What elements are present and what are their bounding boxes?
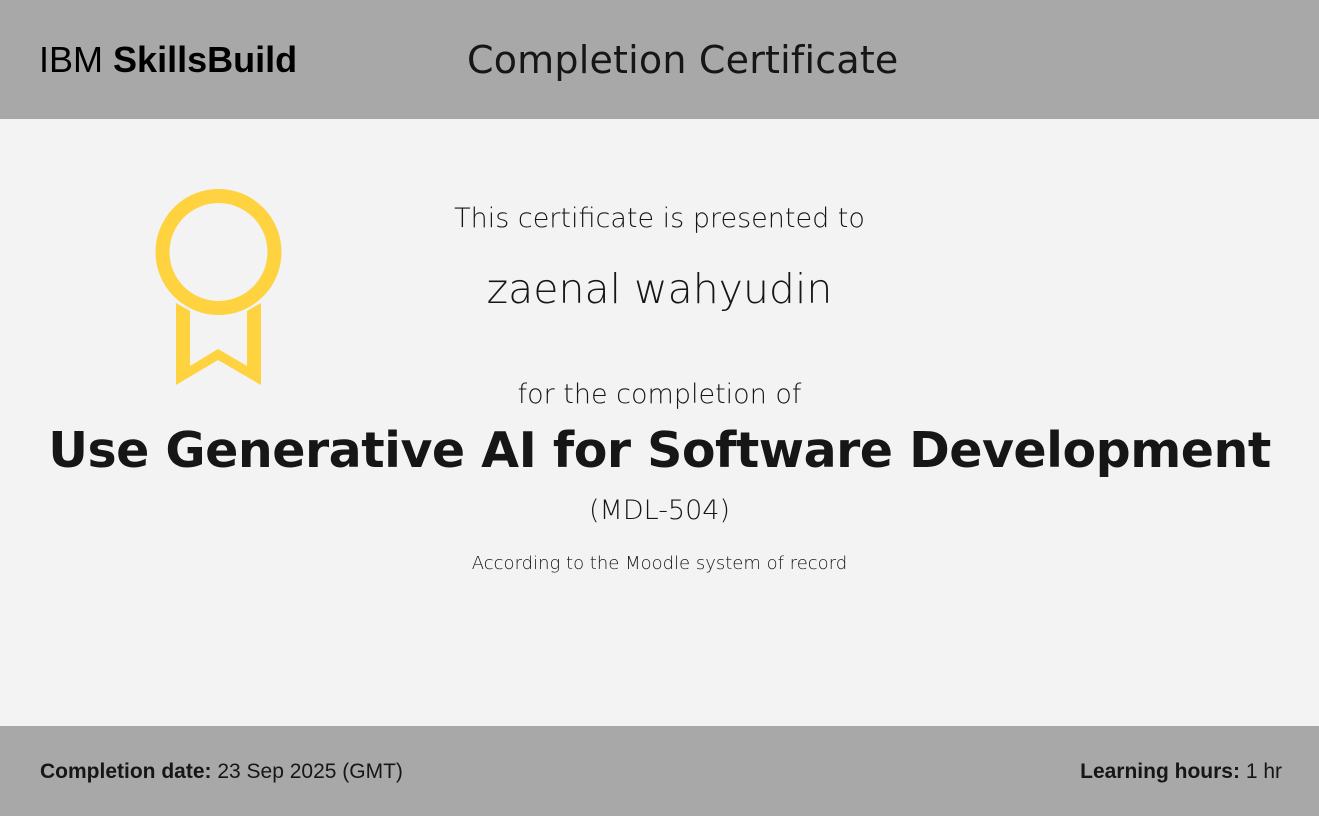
record-note: According to the Moodle system of record xyxy=(471,553,848,574)
certificate-footer xyxy=(0,726,1319,816)
completion-date-value: 23 Sep 2025 (GMT) xyxy=(217,760,403,783)
course-title: Use Generative AI for Software Development xyxy=(48,422,1271,479)
learning-hours-value: 1 hr xyxy=(1245,760,1282,783)
completion-text: for the completion of xyxy=(517,379,802,410)
completion-date xyxy=(40,758,403,786)
brand-logo xyxy=(39,37,297,83)
learning-hours xyxy=(1080,758,1282,786)
completion-date-label: Completion date: xyxy=(40,760,212,783)
page-title: Completion Certificate xyxy=(467,38,899,82)
brand-name: SkillsBuild xyxy=(113,39,298,80)
certificate-header xyxy=(0,0,1319,119)
brand-prefix: IBM xyxy=(39,39,104,80)
presented-text: This certificate is presented to xyxy=(454,203,865,234)
learning-hours-label: Learning hours: xyxy=(1080,760,1240,783)
course-code: (MDL-504) xyxy=(589,495,730,526)
recipient-name: zaenal wahyudin xyxy=(486,265,833,313)
